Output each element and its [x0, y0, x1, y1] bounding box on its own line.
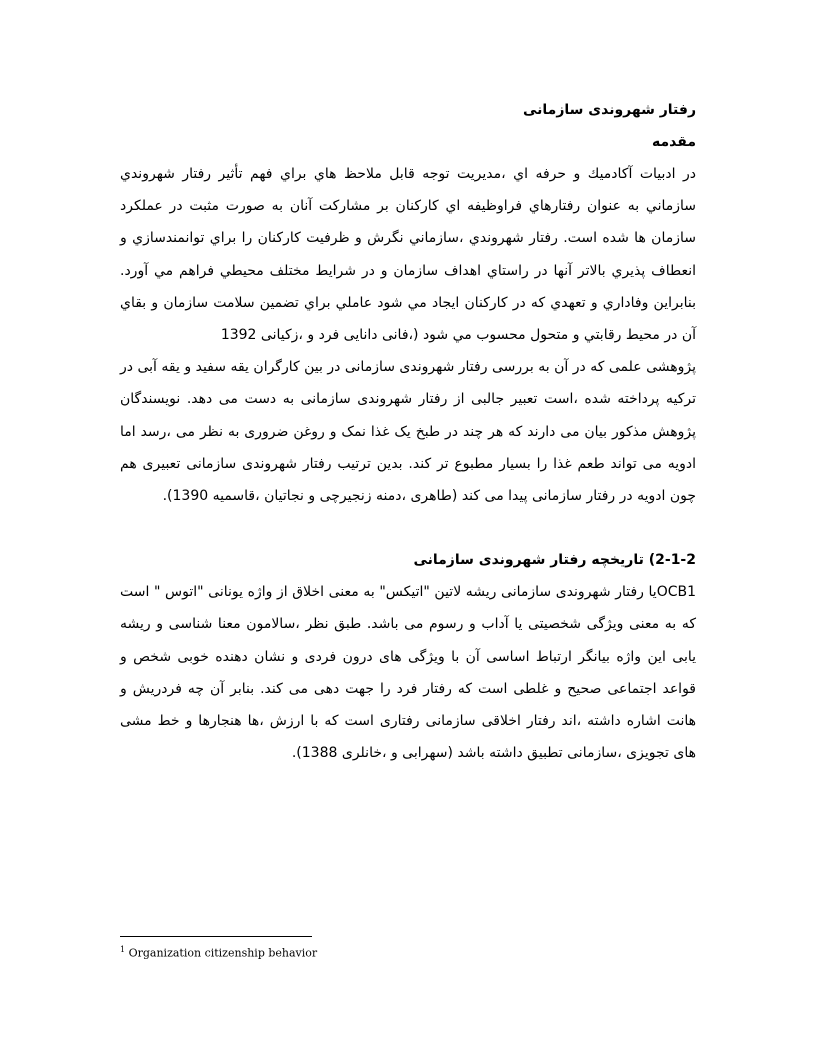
- footnote-text: Organization citizenship behavior: [128, 946, 318, 960]
- document-title: رفتار شهروندی سازمانی: [522, 102, 696, 118]
- research-paragraph: پژوهشی علمی که در آن به بررسی رفتار شهروندی سازمانی در بین کارگران یقه سفید و یقه آبی در ترکیه پرداخته شده ،است تعبیر جالبی از رفتار شهروندی سازمانی به دست می دهد. نویسندگان پژوهش مذکور بیان می دارند که هر چند در طبخ یک غذا نمک و روغن ضروری به نظر می ،رسد اما ادویه می تواند طعم غذا را بسیار مطبوع تر کند. بدین ترتیب رفتار شهروندی سازمانی تعبیری هم چون ادویه در رفتار سازمانی پیدا می کند (طاهری ،دمنه زنجیرچی و نجاتیان ،قاسمیه 1390).: [120, 359, 696, 505]
- history-paragraph: OCB1یا رفتار شهروندی سازمانی ریشه لاتین "اتیکس" به معنی اخلاق از واژه یونانی "اتوس " است که به معنی ویژگی شخصیتی یا آداب و رسوم می باشد. طبق نظر ،سالامون معنا شناسی و ریشه یابی این واژه بیانگر ارتباط اساسی آن با ویژگی های درون فردی و نشان دهنده خوبی شخص و قواعد اجتماعی صحیح و غلطی است که رفتار فرد را جهت دهی می کند. بنابر آن چه فردریش و هانت اشاره داشته ،اند رفتار اخلاقی سازمانی رفتاری است که با ارزش ،ها هنجارها و خط مشی های تجویزی ،سازمانی تطبیق داشته باشد (سهرابی و ،خانلری 1388).: [120, 584, 696, 762]
- footnote: [120, 942, 317, 962]
- intro-heading: مقدمه: [652, 134, 696, 150]
- section-heading: 2-1-2) تاریخچه رفتار شهروندی سازمانی: [413, 552, 696, 569]
- document-body: [120, 94, 696, 769]
- intro-paragraph: در ادبيات آكادميك و حرفه اي ،مديريت توجه قابل ملاحظ هاي براي فهم تأثير رفتار شهروندي سازماني به عنوان رفتارهاي فراوظيفه اي كاركنان بر مشاركت آنان به صورت مثبت در عملكرد سازمان ها شده است. رفتار شهروندي ،سازماني نگرش و ظرفيت كاركنان را براي توانمندسازي و انعطاف پذيري بالاتر آنها در راستاي اهداف سازمان و در شرايط مختلف محيطي فراهم مي آورد. بنابراين وفاداري و تعهدي كه در كاركنان ايجاد مي شود عاملي براي تضمين سلامت سازمان و بقاي آن در محيط رقابتي و متحول محسوب مي شود (،فانی دانايی فرد و ،زكيانی 1392: [120, 166, 696, 344]
- section-spacer: [120, 512, 696, 544]
- footnote-marker: 1: [120, 945, 126, 954]
- footnote-divider: [120, 936, 312, 937]
